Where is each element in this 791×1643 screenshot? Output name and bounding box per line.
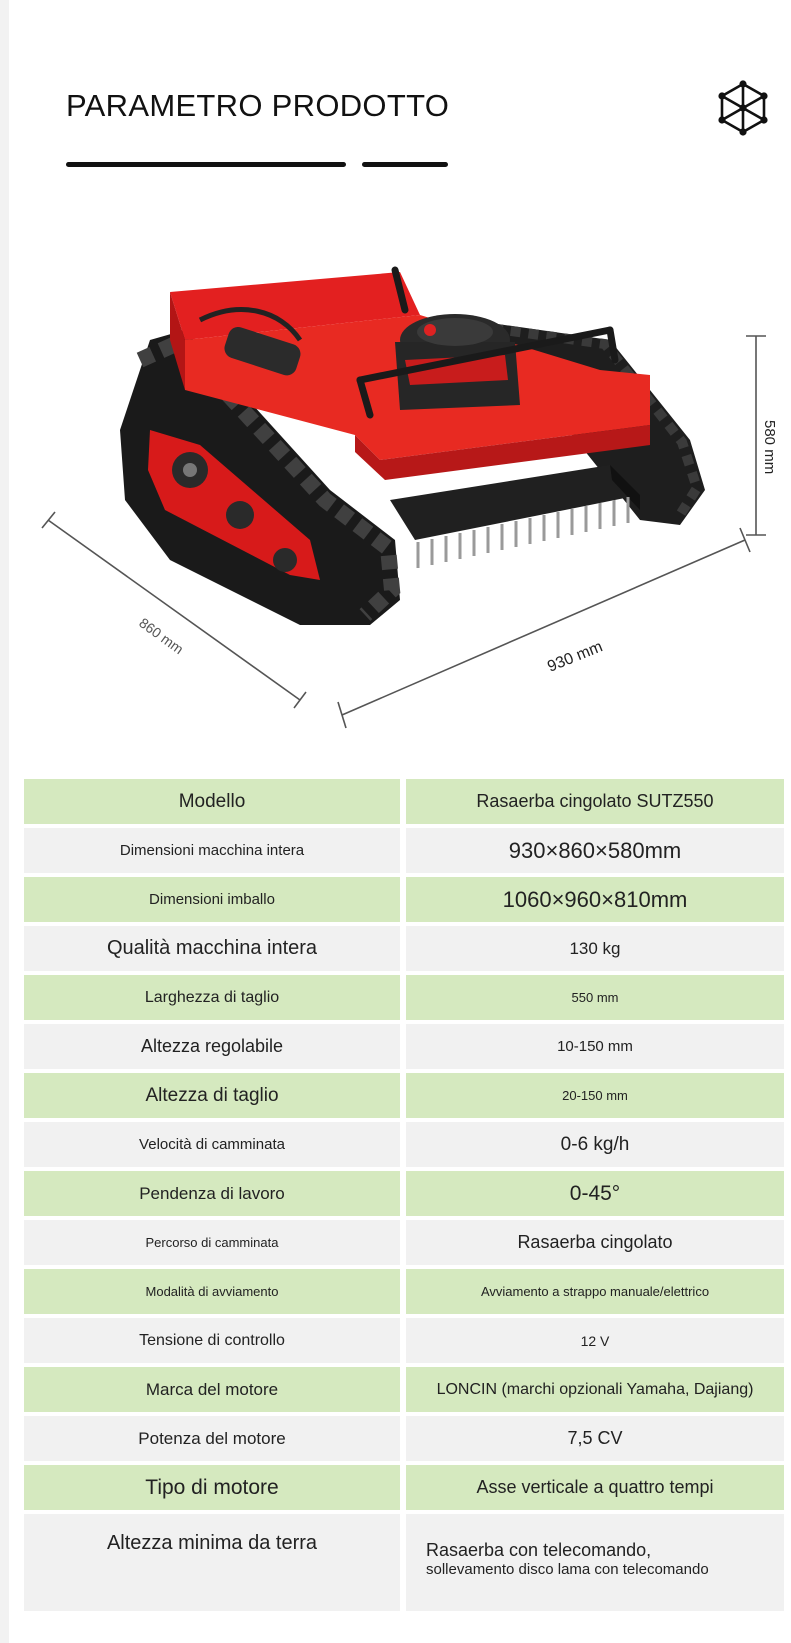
- table-row: [24, 1269, 784, 1314]
- spec-label: Qualità macchina intera: [24, 926, 400, 971]
- spec-label: Modello: [24, 779, 400, 824]
- spec-label: Percorso di camminata: [24, 1220, 400, 1265]
- spec-label: Potenza del motore: [24, 1416, 400, 1461]
- spec-label: Marca del motore: [24, 1367, 400, 1412]
- table-row: [24, 1416, 784, 1461]
- table-row: [24, 1024, 784, 1069]
- table-row: [24, 1171, 784, 1216]
- spec-value: Rasaerba cingolato: [406, 1220, 784, 1265]
- table-row: [24, 926, 784, 971]
- product-illustration: [0, 230, 791, 750]
- table-row: [24, 975, 784, 1020]
- spec-label: Altezza minima da terra: [24, 1514, 400, 1611]
- spec-value: 10-150 mm: [406, 1024, 784, 1069]
- spec-value: 130 kg: [406, 926, 784, 971]
- spec-value: Asse verticale a quattro tempi: [406, 1465, 784, 1510]
- title-underline-short: [362, 162, 448, 167]
- spec-value: 7,5 CV: [406, 1416, 784, 1461]
- dimension-width-label: 930 mm: [545, 638, 606, 676]
- page-header: [0, 0, 791, 200]
- dimension-depth-label: 860 mm: [136, 614, 187, 658]
- spec-value-line2: sollevamento disco lama con telecomando: [426, 1561, 709, 1578]
- spec-value: 0-6 kg/h: [406, 1122, 784, 1167]
- spec-value: 0-45°: [406, 1171, 784, 1216]
- table-row: [24, 1073, 784, 1118]
- lawn-mower-image: [0, 230, 791, 750]
- title-underline-long: [66, 162, 346, 167]
- page-title: PARAMETRO PRODOTTO: [66, 88, 450, 123]
- spec-label: Tipo di motore: [24, 1465, 400, 1510]
- spec-value: 20-150 mm: [406, 1073, 784, 1118]
- spec-label: Altezza di taglio: [24, 1073, 400, 1118]
- spec-label: Pendenza di lavoro: [24, 1171, 400, 1216]
- table-row: [24, 1514, 784, 1611]
- spec-value: LONCIN (marchi opzionali Yamaha, Dajiang): [406, 1367, 784, 1412]
- spec-table: [24, 779, 784, 1615]
- table-row: [24, 877, 784, 922]
- spec-value: 550 mm: [406, 975, 784, 1020]
- spec-value: Rasaerba cingolato SUTZ550: [406, 779, 784, 824]
- dimension-height-label: 580 mm: [761, 420, 778, 475]
- spec-label: Dimensioni imballo: [24, 877, 400, 922]
- spec-value-line1: Rasaerba con telecomando,: [426, 1540, 652, 1560]
- spec-label: Altezza regolabile: [24, 1024, 400, 1069]
- table-row: [24, 1122, 784, 1167]
- spec-value: 12 V: [406, 1318, 784, 1363]
- table-row: [24, 1367, 784, 1412]
- spec-value: Avviamento a strappo manuale/elettrico: [406, 1269, 784, 1314]
- spec-value: [406, 1514, 784, 1611]
- table-row: [24, 779, 784, 824]
- spec-value: 1060×960×810mm: [406, 877, 784, 922]
- spec-value: 930×860×580mm: [406, 828, 784, 873]
- spec-label: Modalità di avviamento: [24, 1269, 400, 1314]
- spec-label: Velocità di camminata: [24, 1122, 400, 1167]
- cube-icon: [718, 80, 768, 136]
- table-row: [24, 828, 784, 873]
- spec-label: Larghezza di taglio: [24, 975, 400, 1020]
- table-row: [24, 1465, 784, 1510]
- table-row: [24, 1318, 784, 1363]
- table-row: [24, 1220, 784, 1265]
- spec-label: Tensione di controllo: [24, 1318, 400, 1363]
- spec-label: Dimensioni macchina intera: [24, 828, 400, 873]
